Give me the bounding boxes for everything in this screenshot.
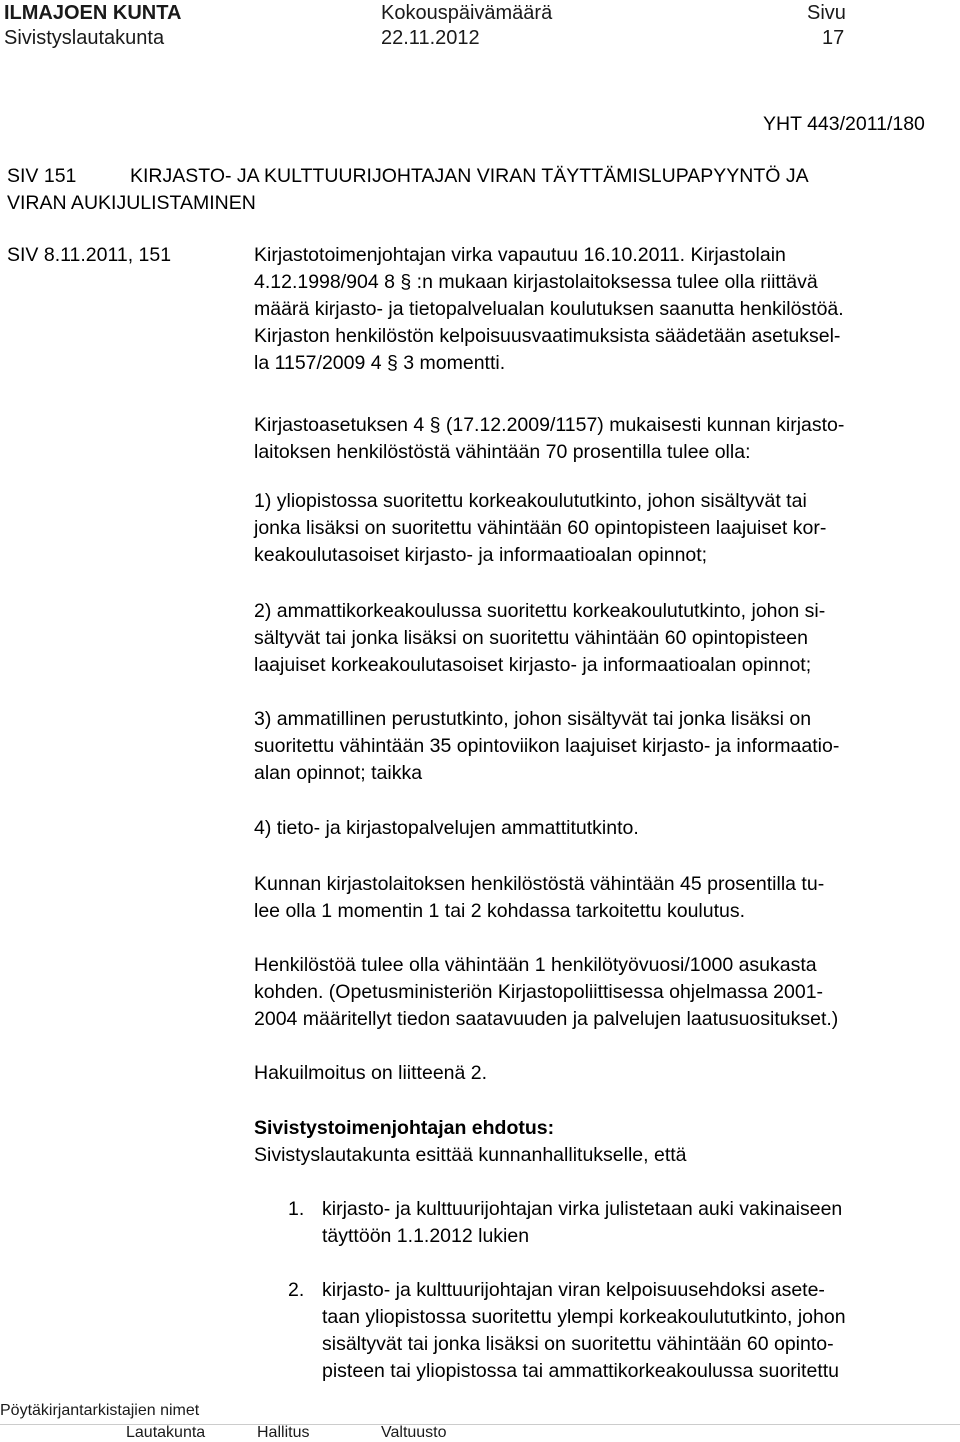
paragraph-intro: Kirjastotoimenjohtajan virka vapautuu 16.10.2011. Kirjastolain 4.12.1998/904 8 § :n mukaan kirjastolaitoksessa tulee olla riittävä määrä kirjasto- ja tietopalvelualan koulutuksen saanutta henkilöstöä. Kirjaston henkilöstön kelpoisuusvaatimuksista säädetään asetuksel- la 1157/2009 4 § 3 momentti. bbox=[254, 244, 844, 374]
proposal-intro: Sivistyslautakunta esittää kunnanhallitukselle, että bbox=[254, 1144, 687, 1166]
meeting-date: 22.11.2012 bbox=[381, 27, 480, 49]
section-number: SIV 151 bbox=[7, 165, 77, 187]
footer-col-lautakunta: Lautakunta bbox=[126, 1424, 206, 1441]
previous-reference: SIV 8.11.2011, 151 bbox=[7, 244, 172, 266]
date-label: Kokouspäivämäärä bbox=[381, 2, 553, 24]
paragraph-regulation: Kirjastoasetuksen 4 § (17.12.2009/1157) mukaisesti kunnan kirjasto- laitoksen henkilöstöstä vähintään 70 prosentilla tulee olla: bbox=[254, 414, 845, 463]
proposal-item-1-number: 1. bbox=[288, 1198, 305, 1220]
requirement-item-1: 1) yliopistossa suoritettu korkeakoulututkinto, johon sisältyvät tai jonka lisäksi on suoritettu vähintään 60 opintopisteen laajuiset kor- keakoulutasoiset kirjasto- ja informaatioalan opinnot; bbox=[254, 490, 827, 566]
document-reference: YHT 443/2011/180 bbox=[763, 113, 925, 135]
proposal-item-1-text: kirjasto- ja kulttuurijohtajan virka julistetaan auki vakinaiseen täyttöön 1.1.2012 lukien bbox=[322, 1198, 843, 1247]
requirement-item-3: 3) ammatillinen perustutkinto, johon sisältyvät tai jonka lisäksi on suoritettu vähintään 35 opintoviikon laajuiset kirjasto- ja informaatio- alan opinnot; taikka bbox=[254, 708, 840, 784]
paragraph-attachment: Hakuilmoitus on liitteenä 2. bbox=[254, 1062, 488, 1084]
paragraph-45-percent: Kunnan kirjastolaitoksen henkilöstöstä vähintään 45 prosentilla tu- lee olla 1 momentin 1 tai 2 kohdassa tarkoitettu koulutus. bbox=[254, 873, 825, 922]
proposal-heading: Sivistystoimenjohtajan ehdotus: bbox=[254, 1117, 555, 1139]
requirement-item-4: 4) tieto- ja kirjastopalvelujen ammattitutkinto. bbox=[254, 817, 639, 839]
section-title-line-2: VIRAN AUKIJULISTAMINEN bbox=[7, 192, 256, 214]
footer-col-valtuusto: Valtuusto bbox=[381, 1424, 447, 1441]
requirement-item-2: 2) ammattikorkeakoulussa suoritettu korkeakoulututkinto, johon si- sältyvät tai jonka lisäksi on suoritettu vähintään 60 opintopisteen laajuiset korkeakoulutasoiset kirjasto- ja informaatioalan opinnot; bbox=[254, 600, 826, 676]
footer-col-hallitus: Hallitus bbox=[257, 1424, 310, 1441]
board-name: Sivistyslautakunta bbox=[4, 27, 165, 49]
footer-checkers-label: Pöytäkirjantarkistajien nimet bbox=[0, 1402, 200, 1419]
org-name: ILMAJOEN KUNTA bbox=[4, 2, 182, 24]
proposal-item-2-number: 2. bbox=[288, 1279, 305, 1301]
paragraph-staffing: Henkilöstöä tulee olla vähintään 1 henkilötyövuosi/1000 asukasta kohden. (Opetusministeriön Kirjastopoliittisessa ohjelmassa 2001- 2004 määritellyt tiedon saatavuuden ja palvelujen laatusuositukset.) bbox=[254, 954, 839, 1030]
page-number: 17 bbox=[822, 27, 845, 49]
proposal-item-2-text: kirjasto- ja kulttuurijohtajan viran kelpoisuusehdoksi asete- taan yliopistossa suoritettu ylempi korkeakoulututkinto, johon sisältyvät tai jonka lisäksi on suoritettu vähintään 60 opinto- pisteen tai yliopistossa tai ammattikorkeakoulussa suoritettu bbox=[322, 1279, 846, 1382]
section-title-line-1: KIRJASTO- JA KULTTUURIJOHTAJAN VIRAN TÄYTTÄMISLUPAPYYNTÖ JA bbox=[130, 165, 809, 187]
page-label: Sivu bbox=[807, 2, 846, 24]
